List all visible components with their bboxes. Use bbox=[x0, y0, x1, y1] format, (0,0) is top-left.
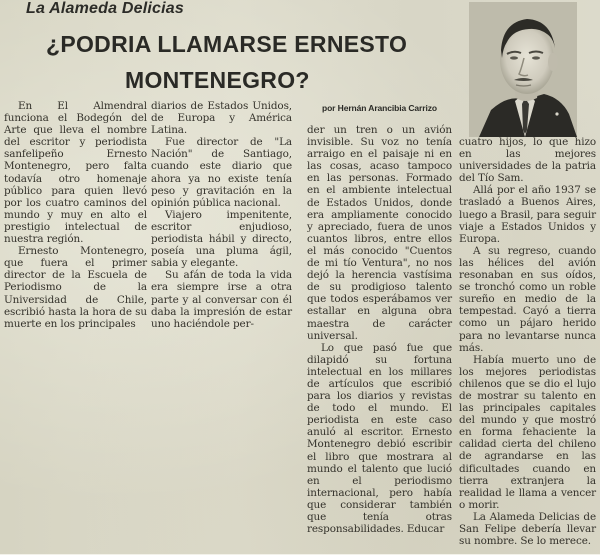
headline-line-1: ¿PODRIA LLAMARSE ERNESTO bbox=[46, 31, 408, 57]
section-title: La Alameda Delicias bbox=[26, 0, 184, 17]
paragraph: der un tren o un avión invisible. Su voz no tenía arraigo en el paisaje ni en las cosas, acaso tampoco en las personas. Formado en el ambiente intelectual de Estados Unidos, donde era ampliamente conocido y apreciado, fuera de unos cuantos libros, entre ellos el más conocido "Cuentos de mi tío Ventura", no nos dejó la herencia vastísima de su prodigioso talento que todos esperábamos ver estallar en alguna obra maestra de carácter universal. bbox=[307, 124, 452, 342]
byline: por Hernán Arancibia Carrizo bbox=[322, 103, 437, 113]
headline-line-2: MONTENEGRO? bbox=[125, 67, 310, 93]
paragraph: cuatro hijos, lo que hizo en las mejores universidades de la patria del Tío Sam. bbox=[459, 136, 596, 185]
paragraph: Ernesto Montenegro, que fuera el primer director de la Escuela de Periodismo de la Universidad de Chile, escribió hasta la hora de su muerte en los principales bbox=[4, 245, 147, 330]
paragraph: Allá por el año 1937 se trasladó a Buenos Aires, luego a Brasil, para seguir viaje a Estados Unidos y Europa. bbox=[459, 184, 596, 245]
portrait-icon bbox=[469, 2, 577, 137]
paragraph: Viajero impenitente, escritor enjudioso, periodista hábil y directo, poseía una pluma ágil, sabia y elegante. bbox=[151, 208, 292, 270]
article-column-1 bbox=[4, 100, 147, 330]
article-column-3 bbox=[307, 124, 452, 535]
paragraph: Fue director de "La Nación" de Santiago, cuando este diario que ahora ya no existe tenía peso y gravitación en la opinión pública nacional. bbox=[151, 136, 292, 209]
paragraph: Lo que pasó fue que dilapidó su fortuna intelectual en los millares de artículos que escribió para los diarios y revistas de todo el mundo. El periodista en este caso anuló al escritor. Ernesto Montenegro debió escribir el libro que mostrara al mundo el talento que lució en el periodismo internacional, pero había que considerar también que tenía otras responsabilidades. Educar bbox=[307, 341, 452, 536]
paragraph: La Alameda Delicias de San Felipe debería llevar su nombre. Se lo merece. bbox=[459, 510, 596, 548]
paragraph: Su afán de toda la vida era siempre irse a otra parte y al conversar con él daba la impresión de estar uno haciéndole per- bbox=[151, 269, 292, 330]
paragraph: En El Almendral funciona el Bodegón del Arte que lleva el nombre del escritor y periodista sanfelipeño Ernesto Montenegro, pero falta todavía otro homenaje público para quien llevó por los cuatro caminos del mundo y muy en alto el prestigio intelectual de nuestra región. bbox=[4, 100, 147, 246]
paragraph: diarios de Estados Unidos, de Europa y América Latina. bbox=[151, 100, 292, 137]
article-column-2 bbox=[151, 100, 292, 330]
article-column-4 bbox=[459, 136, 596, 547]
portrait-photo bbox=[469, 2, 577, 137]
paragraph: A su regreso, cuando las hélices del avión resonaban en sus oídos, se tronchó como un roble sureño en medio de la tempestad. Cayó a tierra como un pájaro herido para no levantarse nunca más. bbox=[459, 244, 596, 354]
paragraph: Había muerto uno de los mejores periodistas chilenos que se dio el lujo de mostrar su talento en las principales capitales del mundo y que mostró en forma fehaciente la calidad cierta del chileno de agrandarse en las dificultades cuando en tierra extranjera la realidad le llama a vencer o morir. bbox=[459, 353, 596, 511]
